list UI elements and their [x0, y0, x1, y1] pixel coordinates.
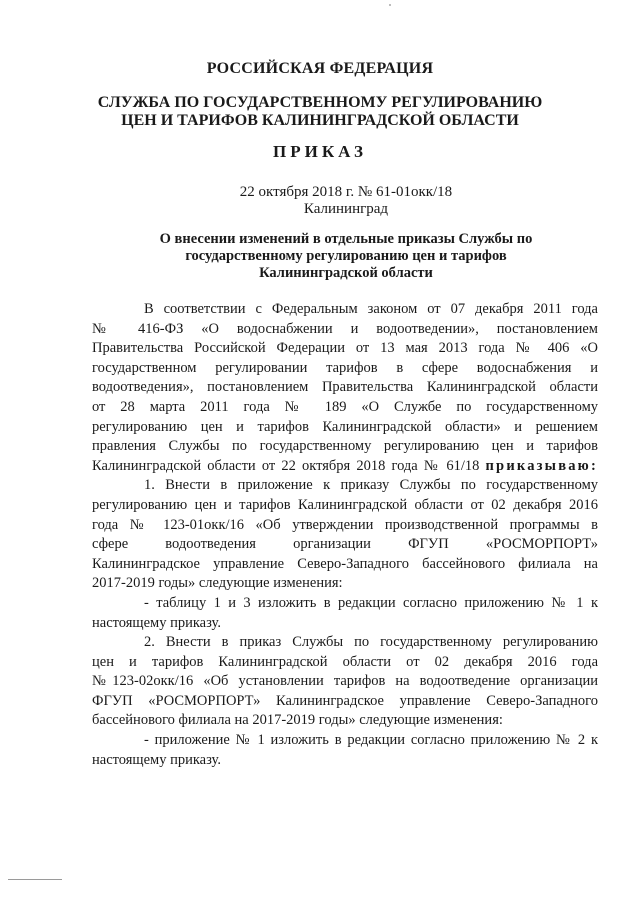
body-line: ФГУП «РОСМОРПОРТ» Калининградское управление Северо-Западного — [92, 692, 598, 709]
body-line: цен и тарифов Калининградской области от 02 декабря 2016 года — [92, 653, 598, 670]
order-keyword: приказываю: — [485, 457, 598, 474]
agency-heading-line-2: ЦЕН И ТАРИФОВ КАЛИНИНГРАДСКОЙ ОБЛАСТИ — [121, 112, 519, 129]
body-line: регулированию цен и тарифов Калининградской области» и решением — [92, 418, 598, 435]
footnote-rule — [8, 879, 62, 880]
subject-line-3: Калининградской области — [259, 265, 433, 281]
body-line: 2. Внести в приказ Службы по государственному регулированию — [144, 634, 598, 651]
body-line: настоящему приказу. — [92, 751, 221, 768]
body-line: от 28 марта 2011 года № 189 «О Службе по государственному — [92, 398, 598, 415]
body-line: Правительства Российской Федерации от 13 мая 2013 года № 406 «О — [92, 340, 598, 357]
body-line: №123-02окк/16 «Об установлении тарифов на водоотведение организации — [92, 673, 598, 690]
country-heading: РОССИЙСКАЯ ФЕДЕРАЦИЯ — [206, 60, 434, 77]
subject-line-2: государственному регулированию цен и тарифов — [185, 248, 507, 264]
body-line: водоотведения», постановлением Правительства Калининградской области — [92, 379, 598, 396]
body-line: бассейнового филиала на 2017-2019 годы» следующие изменения: — [92, 712, 503, 729]
body-line-with-keyword — [92, 457, 598, 477]
body-line: 1. Внести в приложение к приказу Службы по государственному — [144, 477, 598, 494]
body-line: Калининградское управление Северо-Западного бассейнового филиала на — [92, 555, 598, 572]
body-line: года № 123-01окк/16 «Об утверждении производственной программы в — [92, 516, 598, 533]
body-line: В соответствии с Федеральным законом от 07 декабря 2011 года — [144, 301, 598, 317]
body-line: регулированию цен и тарифов Калининградской области от 02 декабря 2016 — [92, 496, 598, 513]
body-line: государственном регулировании тарифов в сфере водоснабжения и — [92, 359, 598, 376]
subject-line-1: О внесении изменений в отдельные приказы Службы по — [159, 231, 533, 247]
body-line: правления Службы по государственному регулированию цен и тарифов — [92, 438, 598, 455]
order-date-number: 22 октября 2018 г. № 61-01окк/18 — [239, 184, 453, 200]
body-line: настоящему приказу. — [92, 614, 221, 631]
order-city: Калининград — [303, 201, 389, 217]
body-line: сфере водоотведения организации ФГУП «РОСМОРПОРТ» — [92, 536, 598, 553]
scan-speck — [389, 4, 391, 6]
body-line: - таблицу 1 и 3 изложить в редакции согласно приложению № 1 к — [144, 594, 598, 611]
body-line-text: Калининградской области от 22 октября 2018 года № 61/18 — [92, 457, 480, 474]
body-line: № 416-ФЗ «О водоснабжении и водоотведении», постановлением — [92, 320, 598, 337]
body-line: - приложение № 1 изложить в редакции согласно приложению № 2 к — [144, 732, 598, 749]
agency-heading-line-1: СЛУЖБА ПО ГОСУДАРСТВЕННОМУ РЕГУЛИРОВАНИЮ — [97, 94, 543, 111]
document-type-heading: ПРИКАЗ — [273, 142, 367, 161]
order-body — [92, 300, 598, 770]
body-line: 2017-2019 годы» следующие изменения: — [92, 575, 343, 592]
